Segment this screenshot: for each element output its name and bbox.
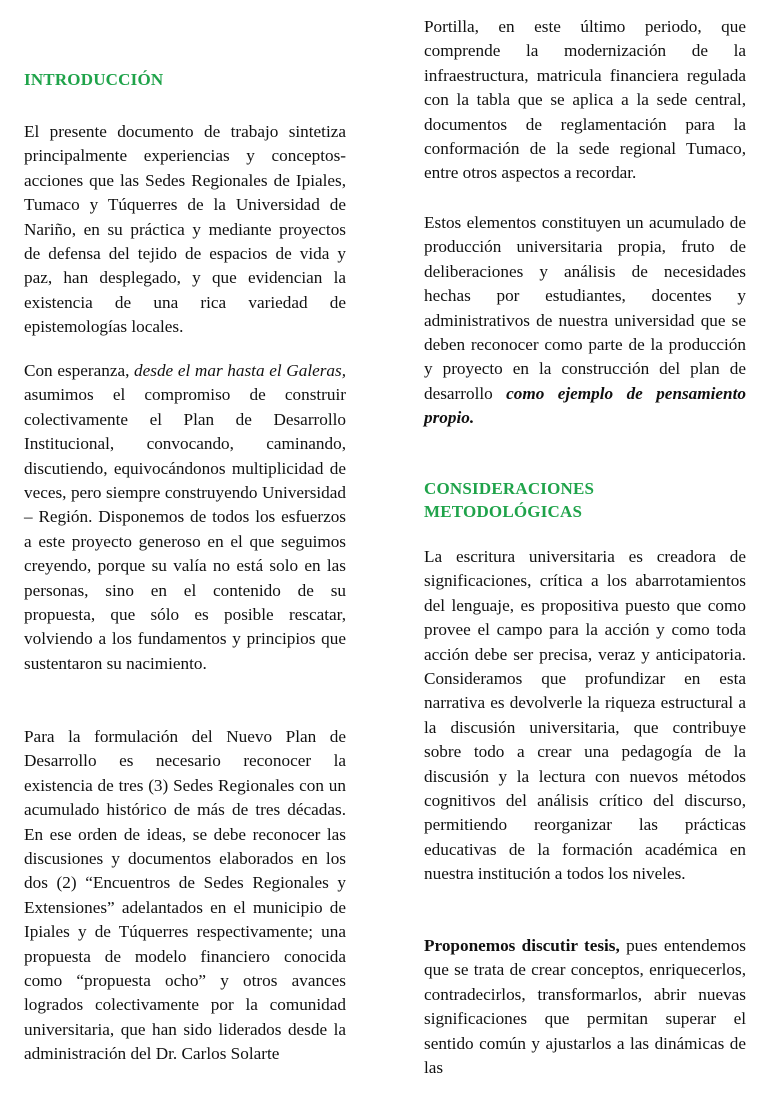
methodology-paragraph-2 [424, 934, 746, 1080]
methodology-heading [424, 477, 594, 523]
intro-paragraph-1: El presente documento de trabajo sintetiza principalmente experiencias y conceptos-acciones que las Sedes Regionales de Ipiales, Tumaco y Túquerres de la Universidad de Nariño, en su práctica y mediante proyectos de defensa del tejido de espacios de vida y paz, han desplegado, y que evidencian la existencia de una rica variedad de epistemologías locales. [24, 122, 346, 337]
intro-paragraph-2 [24, 359, 346, 676]
methodology-paragraph-2-bold: Proponemos discutir tesis, [424, 936, 620, 955]
methodology-heading-line-2: METODOLÓGICAS [424, 502, 583, 521]
methodology-paragraph-1: La escritura universitaria es creadora de significaciones, crítica a los abarrotamientos del lenguaje, es propositiva puesto que como provee el campo para la acción y como toda acción debe ser precisa, veraz y anticipatoria. Consideramos que profundizar en esta narrativa es devolverle la riqueza estructural a la discusión universitaria, que contribuye sobre todo a crear una pedagogía de la discusión y la lectura con nuevos métodos cognitivos del análisis crítico del discurso, permitiendo reorganizar las prácticas educativas de la formación académica en nuestra institución a todos los niveles. [424, 547, 746, 884]
introduction-heading: INTRODUCCIÓN [24, 70, 164, 89]
right-paragraph-2 [424, 211, 746, 431]
intro-paragraph-2-italic: desde el mar hasta el Galeras, [134, 361, 346, 380]
intro-paragraph-3: Para la formulación del Nuevo Plan de Desarrollo es necesario reconocer la existencia de tres (3) Sedes Regionales con un acumulado histórico de más de tres décadas. En ese orden de ideas, se debe reconocer las discusiones y documentos elaborados en los dos (2) “Encuentros de Sedes Regionales y Extensiones” adelantados en el municipio de Ipiales y de Túquerres respectivamente; una propuesta de modelo financiero conocida como “propuesta ocho” y otros avances logrados colectivamente por la comunidad universitaria, que han sido liderados desde la administración del Dr. Carlos Solarte [24, 727, 346, 1064]
intro-paragraph-2-start: Con esperanza, [24, 361, 135, 380]
intro-paragraph-2-end: asumimos el compromiso de construir colectivamente el Plan de Desarrollo Institucional, convocando, caminando, discutiendo, equivocándonos multiplicidad de veces, pero siempre construyendo Universidad – Región. Disponemos de todos los esfuerzos a este proyecto generoso en el que seguimos creyendo, porque su valía no está solo en las personas, sino en el contenido de su propuesta, que sólo es posible rescatar, volviendo a los fundamentos y principios que sustentaron su nacimiento. [24, 385, 346, 673]
methodology-heading-line-1: CONSIDERACIONES [424, 479, 595, 498]
right-paragraph-2-emphasis: como ejemplo de pensamiento propio. [424, 383, 746, 428]
right-paragraph-2-text: Estos elementos constituyen un acumulado de producción universitaria propia, fruto de deliberaciones y análisis de necesidades hechas por estudiantes, docentes y administrativos de nuestra universidad que se deben reconocer como parte de la producción y proyecto en la construcción del plan de desarrollo [424, 213, 746, 403]
methodology-paragraph-2-text: pues entendemos que se trata de crear conceptos, enriquecerlos, contradecirlos, transformarlos, abrir nuevas significaciones que permitan superar el sentido común y ajustarlos a las dinámicas de las [424, 936, 746, 1078]
right-paragraph-1: Portilla, en este último periodo, que comprende la modernización de la infraestructura, matricula financiera regulada con la tabla que se aplica a la sede central, documentos de reglamentación para la conformación de la sede regional Tumaco, entre otros aspectos a recordar. [424, 17, 746, 183]
